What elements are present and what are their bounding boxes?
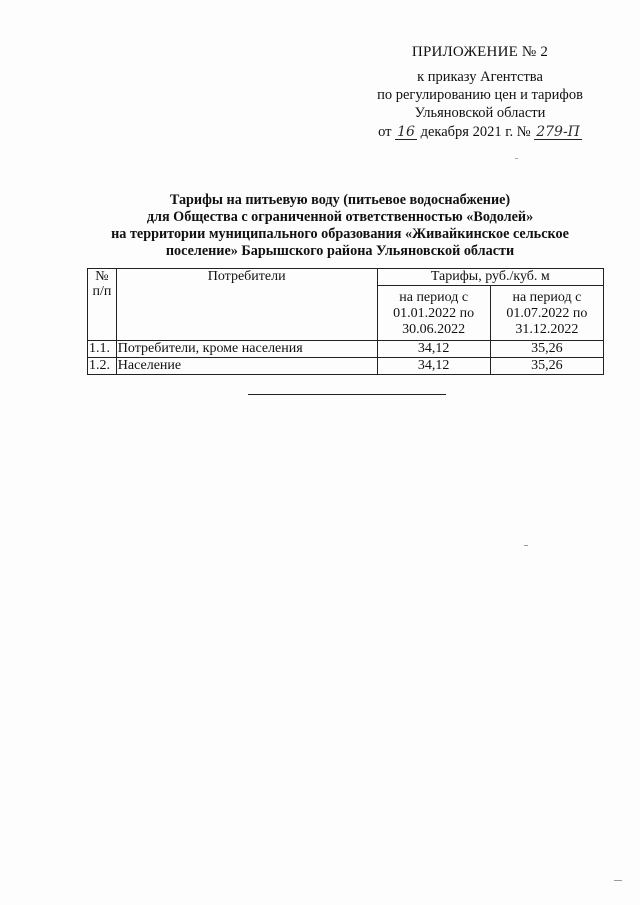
row-number: 1.2. xyxy=(88,358,117,375)
row-tariff-period-2: 35,26 xyxy=(490,358,603,375)
scan-speck xyxy=(524,545,528,546)
end-divider xyxy=(248,394,446,395)
appendix-date-line xyxy=(360,123,600,141)
row-tariff-period-1: 34,12 xyxy=(377,341,490,358)
header-period-1: на период с 01.01.2022 по 30.06.2022 xyxy=(377,286,490,341)
tariffs-table xyxy=(87,268,604,375)
title-line-3: на территории муниципального образования «Живайкинское сельское xyxy=(111,226,569,242)
handwritten-day: 16 xyxy=(397,124,415,140)
row-number: 1.1. xyxy=(88,341,117,358)
row-tariff-period-2: 35,26 xyxy=(490,341,603,358)
handwritten-order-number: 279-П xyxy=(536,124,580,140)
document-title xyxy=(80,192,600,260)
header-consumers: Потребители xyxy=(116,269,377,341)
scan-speck xyxy=(515,158,518,159)
table-header-row xyxy=(88,269,604,286)
header-tariffs: Тарифы, руб./куб. м xyxy=(377,269,603,286)
title-line-4: поселение» Барышского района Ульяновской области xyxy=(165,243,515,259)
header-number: № п/п xyxy=(88,269,117,341)
appendix-line-region: Ульяновской области xyxy=(414,105,546,121)
appendix-line-agency: по регулированию цен и тарифов xyxy=(377,87,583,103)
appendix-line-order: к приказу Агентства xyxy=(417,69,543,85)
scan-speck xyxy=(614,880,622,881)
row-tariff-period-1: 34,12 xyxy=(377,358,490,375)
row-consumer: Потребители, кроме населения xyxy=(116,341,377,358)
header-period-2: на период с 01.07.2022 по 31.12.2022 xyxy=(490,286,603,341)
date-rest: декабря 2021 г. № xyxy=(420,124,531,140)
row-consumer: Население xyxy=(116,358,377,375)
table-row xyxy=(88,341,604,358)
appendix-title: ПРИЛОЖЕНИЕ № 2 xyxy=(411,44,549,60)
title-line-1: Тарифы на питьевую воду (питьевое водоснабжение) xyxy=(169,192,511,208)
date-prefix: от xyxy=(378,124,392,140)
table-row xyxy=(88,358,604,375)
title-line-2: для Общества с ограниченной ответственностью «Водолей» xyxy=(146,209,534,225)
